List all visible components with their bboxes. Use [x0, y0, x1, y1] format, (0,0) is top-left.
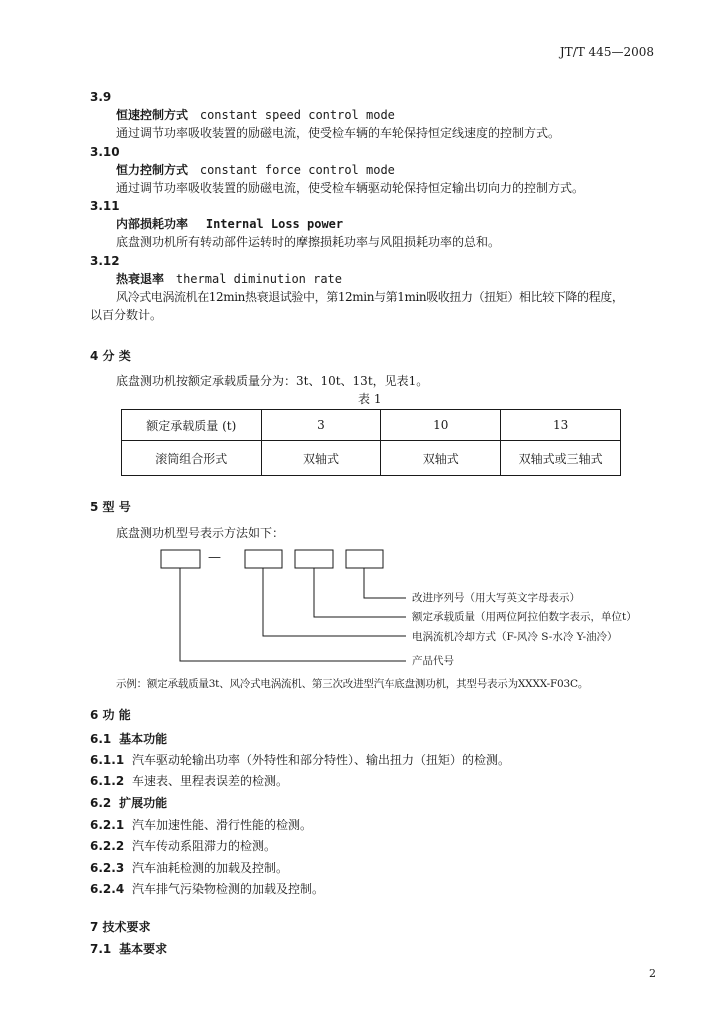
term-title-en: constant force control mode [199, 163, 395, 177]
section-intro: 底盘测功机按额定承载质量分为：3t、10t、13t，见表1。 [116, 374, 429, 388]
term-definition-line1: 风冷式电涡流机在12min热衰退试验中，第12min与第1min吸收扭力（扭矩）相比较下降的程度， [116, 290, 624, 304]
clause-number: 6.2 [90, 796, 112, 810]
code-dash: — [208, 550, 221, 565]
clause-text: 汽车油耗检测的加载及控制。 [132, 861, 289, 875]
example-note: 示例：额定承载质量3t、风冷式电涡流机、第三次改进型汽车底盘测功机，其型号表示为XXXX-F03C。 [116, 678, 589, 690]
leader-line-load [314, 568, 406, 617]
table-cell: 10 [381, 410, 501, 441]
clause [90, 838, 276, 854]
clause-number: 6.1.2 [90, 774, 125, 788]
table-cell: 双轴式或三轴式 [501, 441, 621, 476]
code-box-series [346, 550, 383, 568]
clause-number: 6.2.2 [90, 839, 125, 853]
clause [90, 773, 288, 789]
table-cell: 3 [261, 410, 381, 441]
clause-text: 车速表、里程表误差的检测。 [132, 774, 289, 788]
clause [90, 752, 510, 768]
term-definition: 通过调节功率吸收装置的励磁电流，使受检车辆的车轮保持恒定线速度的控制方式。 [116, 126, 561, 140]
term-title-cn: 热衰退率 [116, 272, 165, 286]
table-cell: 双轴式 [261, 441, 381, 476]
code-box-cooling [245, 550, 282, 568]
code-label-series: 改进序列号（用大写英文字母表示） [412, 592, 580, 604]
table-cell: 13 [501, 410, 621, 441]
table-cell: 额定承载质量 (t) [122, 410, 262, 441]
term-title-cn: 恒力控制方式 [116, 163, 189, 177]
code-box-product [161, 550, 200, 568]
code-label-load: 额定承载质量（用两位阿拉伯数字表示，单位t） [412, 611, 637, 623]
term-number: 3.9 [90, 90, 112, 104]
clause-text: 汽车传动系阻滞力的检测。 [132, 839, 277, 853]
clause-text: 汽车排气污染物检测的加载及控制。 [132, 882, 325, 896]
clause-number: 6.2.1 [90, 818, 125, 832]
clause-number: 6.1 [90, 732, 112, 746]
leader-line-product [180, 568, 406, 661]
clause [90, 881, 324, 897]
term-title-cn: 内部损耗功率 [116, 217, 189, 231]
term-number: 3.11 [90, 199, 120, 213]
clause [90, 795, 167, 811]
clause [90, 817, 312, 833]
table-caption: 表 1 [358, 392, 382, 406]
clause-number: 7.1 [90, 942, 112, 956]
clause [90, 860, 288, 876]
code-label-cooling: 电涡流机冷却方式（F-风冷 S-水冷 Y-油冷） [412, 631, 618, 643]
term-definition: 底盘测功机所有转动部件运转时的摩擦损耗功率与风阻损耗功率的总和。 [116, 235, 501, 249]
term-definition-line2: 以百分数计。 [90, 308, 163, 322]
section-heading: 5 型 号 [90, 500, 131, 514]
section-heading: 6 功 能 [90, 708, 131, 722]
clause-title: 基本要求 [119, 942, 168, 956]
table-cell: 滚筒组合形式 [122, 441, 262, 476]
leader-line-cooling [263, 568, 406, 636]
clause-number: 6.2.3 [90, 861, 125, 875]
clause-number: 6.1.1 [90, 753, 125, 767]
term-title-en: thermal diminution rate [175, 272, 343, 286]
term-definition: 通过调节功率吸收装置的励磁电流，使受检车辆驱动轮保持恒定输出切向力的控制方式。 [116, 181, 585, 195]
leader-line-series [364, 568, 406, 598]
clause-title: 基本功能 [119, 732, 168, 746]
section-heading: 4 分 类 [90, 349, 131, 363]
clause [90, 731, 167, 747]
clause-number: 6.2.4 [90, 882, 125, 896]
term-title-en: constant speed control mode [199, 108, 395, 122]
term-title-en: Internal Loss power [205, 217, 344, 231]
term-number: 3.12 [90, 254, 120, 268]
table-cell: 双轴式 [381, 441, 501, 476]
term-title-cn: 恒速控制方式 [116, 108, 189, 122]
code-box-load [295, 550, 333, 568]
section-heading: 7 技术要求 [90, 920, 151, 934]
doc-code-header: JT/T 445—2008 [559, 45, 654, 59]
clause-text: 汽车加速性能、滑行性能的检测。 [132, 818, 313, 832]
clause-text: 汽车驱动轮输出功率（外特性和部分特性）、输出扭力（扭矩）的检测。 [132, 753, 511, 767]
term-number: 3.10 [90, 145, 120, 159]
page-number: 2 [649, 967, 656, 980]
code-label-product: 产品代号 [412, 655, 454, 667]
clause-title: 扩展功能 [119, 796, 168, 810]
section-intro: 底盘测功机型号表示方法如下： [116, 526, 285, 540]
clause [90, 941, 167, 957]
